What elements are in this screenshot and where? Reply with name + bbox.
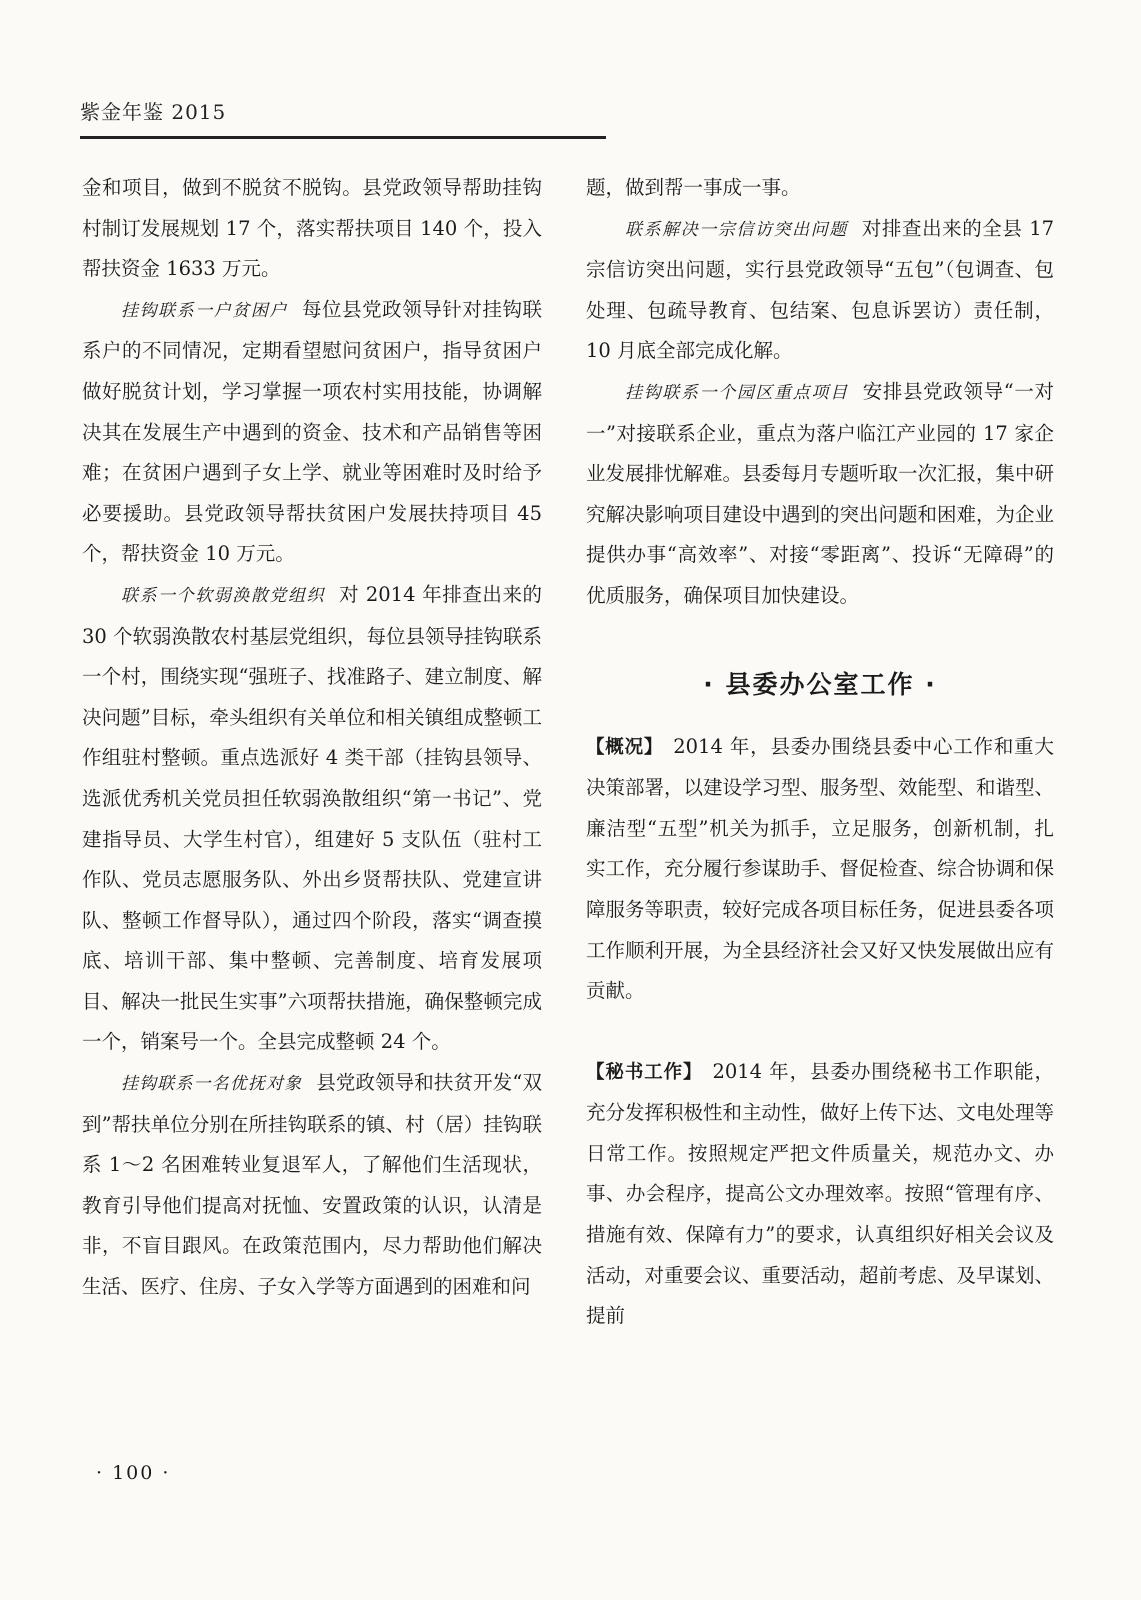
paragraph-secretary <box>586 1052 1054 1337</box>
lead-heading: 联系一个软弱涣散党组织 <box>121 585 326 606</box>
paragraph-text: 2014 年，县委办围绕秘书工作职能，充分发挥积极性和主动性，做好上传下达、文电处理等日常工作。按照规定严把文件质量关，规范办文、办事、办会程序，提高公文办理效率。按照“管理有序、措施有效、保障有力”的要求，认真组织好相关会议及活动，对重要会议、重要活动，超前考虑、及早谋划、提前 <box>586 1059 1055 1328</box>
paragraph-continuation: 题，做到帮一事成一事。 <box>586 176 801 199</box>
lead-heading: 联系解决一宗信访突出问题 <box>625 219 848 240</box>
overview-tag: 【概况】 <box>586 736 664 758</box>
paragraph-veteran <box>82 1063 542 1308</box>
paragraph-continuation: 金和项目，做到不脱贫不脱钩。县党政领导帮助挂钩村制订发展规划 17 个，落实帮扶项目 140 个，投入帮扶资金 1633 万元。 <box>82 176 542 281</box>
lead-heading: 挂钩联系一户贫困户 <box>121 300 288 321</box>
paragraph-text: 2014 年，县委办围绕县委中心工作和重大决策部署，以建设学习型、服务型、效能型、和谐型、廉洁型“五型”机关为抓手，立足服务，创新机制，扎实工作，充分履行参谋助手、督促检查、综合协调和保障服务等职责，较好完成各项目标任务，促进县委各项工作顺利开展，为全县经济社会又好又快发展做出应有贡献。 <box>586 734 1055 1003</box>
paragraph-poor-household <box>82 290 542 575</box>
header-rule <box>80 136 606 139</box>
section-heading: · 县委办公室工作 · <box>703 669 937 699</box>
paragraph-overview <box>586 727 1054 1012</box>
paragraph-text: 安排县党政领导“一对一”对接联系企业，重点为落户临江产业园的 17 家企业发展排忧解难。县委每月专题听取一次汇报，集中研究解决影响项目建设中遇到的突出问题和困难，为企业提供办事“高效率”、对接“零距离”、投诉“无障碍”的优质服务，确保项目加快建设。 <box>586 379 1055 607</box>
page-number: · 100 · <box>96 1462 171 1484</box>
running-header: 紫金年鉴 2015 <box>80 100 227 124</box>
lead-heading: 挂钩联系一名优抚对象 <box>121 1074 303 1095</box>
paragraph-text: 对排查出来的全县 17 宗信访突出问题，实行县党政领导“五包”（包调查、包处理、包疏导教育、包结案、包息诉罢访）责任制，10 月底全部完成化解。 <box>586 216 1055 363</box>
secretary-tag: 【秘书工作】 <box>586 1061 703 1083</box>
paragraph-park-project <box>586 372 1054 617</box>
lead-heading: 挂钩联系一个园区重点项目 <box>625 382 849 403</box>
paragraph-petition <box>586 209 1054 372</box>
left-column <box>82 168 542 1308</box>
paragraph-text: 每位县党政领导针对挂钩联系户的不同情况，定期看望慰问贫困户，指导贫困户做好脱贫计划，学习掌握一项农村实用技能，协调解决其在发展生产中遇到的资金、技术和产品销售等困难；在贫困户遇到子女上学、就业等困难时及时给予必要援助。县党政领导帮扶贫困户发展扶持项目 45 个，帮扶资金 10 万元。 <box>82 297 542 566</box>
paragraph-party-organization <box>82 575 542 1063</box>
paragraph-text: 县党政领导和扶贫开发“双到”帮扶单位分别在所挂钩联系的镇、村（居）挂钩联系 1～2 名困难转业复退军人，了解他们生活现状，教育引导他们提高对抚恤、安置政策的认识，认清是非，不盲目跟风。在政策范围内，尽力帮助他们解决生活、医疗、住房、子女入学等方面遇到的困难和问 <box>82 1071 542 1299</box>
paragraph-text: 对 2014 年排查出来的 30 个软弱涣散农村基层党组织，每位县领导挂钩联系一个村，围绕实现“强班子、找准路子、建立制度、解决问题”目标，牵头组织有关单位和相关镇组成整顿工作组驻村整顿。重点选派好 4 类干部（挂钩县领导、选派优秀机关党员担任软弱涣散组织“第一书记”、党建指导员、大学生村官），组建好 5 支队伍（驻村工作队、党员志愿服务队、外出乡贤帮扶队、党建宣讲队、整顿工作督导队），通过四个阶段，落实“调查摸底、培训干部、集中整顿、完善制度、培育发展项目、解决一批民生实事”六项帮扶措施，确保整顿完成一个，销案号一个。全县完成整顿 24 个。 <box>82 582 543 1054</box>
right-column <box>586 168 1054 1337</box>
